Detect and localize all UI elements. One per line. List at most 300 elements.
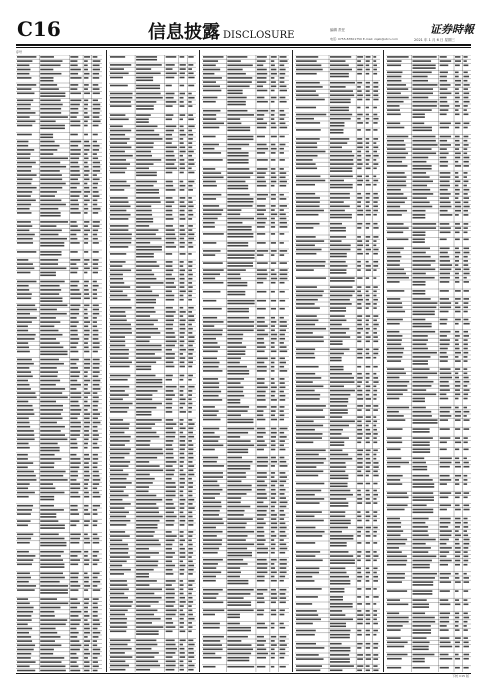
cell-text-texture bbox=[366, 386, 371, 388]
cell-text-texture bbox=[357, 390, 362, 392]
cell-text-texture bbox=[110, 597, 128, 599]
cell-text-texture bbox=[257, 432, 266, 434]
cell-text-texture bbox=[330, 498, 346, 500]
cell-text-texture bbox=[17, 376, 33, 378]
cell-text-texture bbox=[257, 181, 266, 183]
cell-text-texture bbox=[330, 654, 349, 656]
cell-text-texture bbox=[84, 326, 88, 328]
cell-text-texture bbox=[357, 193, 361, 195]
cell-text-texture bbox=[366, 366, 371, 368]
cell-text-texture bbox=[136, 225, 149, 227]
cell-text-texture bbox=[180, 644, 183, 646]
cell-text-texture bbox=[136, 357, 161, 359]
cell-text-texture bbox=[271, 548, 275, 550]
cell-text-texture bbox=[357, 210, 363, 212]
cell-text-texture bbox=[227, 640, 241, 642]
cell-text-texture bbox=[84, 77, 88, 79]
cell-text-texture bbox=[257, 485, 267, 487]
cell-text-texture bbox=[296, 580, 314, 582]
cell-text-texture bbox=[464, 223, 469, 225]
cell-text-texture bbox=[257, 308, 266, 310]
cell-text-texture bbox=[203, 382, 219, 384]
cell-text-texture bbox=[271, 342, 275, 344]
cell-text-texture bbox=[17, 112, 35, 114]
cell-text-texture bbox=[93, 551, 99, 553]
cell-text-texture bbox=[271, 346, 275, 348]
cell-text-texture bbox=[166, 130, 174, 132]
cell-text-texture bbox=[84, 380, 90, 382]
cell-text-texture bbox=[464, 348, 468, 350]
cell-text-texture bbox=[271, 90, 275, 92]
cell-text-texture bbox=[180, 390, 184, 392]
cell-text-texture bbox=[93, 409, 98, 411]
cell-text-texture bbox=[227, 544, 254, 546]
masthead bbox=[0, 0, 484, 44]
cell-text-texture bbox=[366, 531, 370, 533]
cell-text-texture bbox=[227, 653, 251, 655]
cell-text-texture bbox=[271, 602, 276, 604]
cell-text-texture bbox=[17, 422, 30, 424]
cell-text-texture bbox=[373, 394, 376, 396]
cell-text-texture bbox=[110, 130, 131, 132]
cell-text-texture bbox=[70, 204, 79, 206]
cell-text-texture bbox=[180, 535, 184, 537]
cell-text-texture bbox=[180, 114, 186, 116]
cell-text-texture bbox=[70, 619, 80, 621]
cell-text-texture bbox=[17, 289, 29, 291]
cell-text-texture bbox=[17, 121, 35, 123]
cell-text-texture bbox=[180, 428, 186, 430]
cell-text-texture bbox=[257, 262, 268, 264]
cell-text-texture bbox=[227, 60, 241, 62]
cell-text-texture bbox=[180, 311, 186, 313]
cell-text-texture bbox=[387, 449, 401, 451]
cell-text-texture bbox=[136, 206, 151, 208]
cell-text-texture bbox=[166, 407, 172, 409]
cell-text-texture bbox=[180, 470, 184, 472]
cell-text-texture bbox=[93, 104, 101, 106]
cell-text-texture bbox=[180, 181, 184, 183]
cell-text-texture bbox=[257, 97, 264, 99]
cell-text-texture bbox=[413, 581, 434, 583]
cell-text-texture bbox=[227, 222, 242, 224]
cell-text-texture bbox=[357, 277, 362, 279]
cell-text-texture bbox=[455, 381, 460, 383]
cell-text-texture bbox=[180, 238, 185, 240]
cell-text-texture bbox=[17, 666, 30, 668]
cell-text-texture bbox=[180, 512, 184, 514]
cell-text-texture bbox=[387, 577, 405, 579]
cell-text-texture bbox=[330, 630, 350, 632]
cell-text-texture bbox=[180, 295, 184, 297]
cell-text-texture bbox=[366, 390, 371, 392]
cell-text-texture bbox=[84, 422, 90, 424]
cell-text-texture bbox=[70, 293, 81, 295]
cell-text-texture bbox=[188, 644, 194, 646]
cell-text-texture bbox=[203, 177, 224, 179]
bottom-rule bbox=[16, 673, 471, 674]
cell-text-texture bbox=[257, 445, 267, 447]
cell-text-texture bbox=[413, 181, 434, 183]
cell-text-texture bbox=[271, 597, 277, 599]
cell-text-texture bbox=[17, 298, 31, 300]
cell-text-texture bbox=[166, 610, 177, 612]
cell-text-texture bbox=[455, 323, 459, 325]
cell-text-texture bbox=[93, 225, 100, 227]
cell-text-texture bbox=[257, 226, 265, 228]
cell-text-texture bbox=[227, 370, 249, 372]
cell-text-texture bbox=[203, 527, 216, 529]
cell-text-texture bbox=[440, 60, 451, 62]
cell-text-texture bbox=[227, 593, 250, 595]
cell-text-texture bbox=[257, 472, 267, 474]
cell-text-texture bbox=[70, 347, 76, 349]
cell-text-texture bbox=[70, 134, 77, 136]
cell-text-texture bbox=[440, 269, 452, 271]
cell-text-texture bbox=[70, 636, 77, 638]
cell-text-texture bbox=[280, 317, 284, 319]
cell-text-texture bbox=[280, 415, 285, 417]
cell-text-texture bbox=[136, 548, 149, 550]
cell-text-texture bbox=[413, 431, 430, 433]
cell-text-texture bbox=[136, 652, 159, 654]
cell-text-texture bbox=[357, 398, 363, 400]
cell-text-texture bbox=[280, 338, 285, 340]
cell-text-texture bbox=[366, 193, 370, 195]
cell-text-texture bbox=[84, 170, 89, 172]
cell-text-texture bbox=[413, 492, 434, 494]
cell-text-texture bbox=[366, 176, 369, 178]
cell-text-texture bbox=[387, 377, 399, 379]
cell-text-texture bbox=[413, 161, 427, 163]
cell-text-texture bbox=[464, 302, 469, 304]
cell-text-texture bbox=[413, 311, 435, 313]
cell-text-texture bbox=[413, 148, 432, 150]
cell-text-texture bbox=[373, 336, 378, 338]
cell-text-texture bbox=[296, 65, 321, 67]
cell-text-texture bbox=[330, 494, 353, 496]
cell-text-texture bbox=[110, 134, 125, 136]
cell-text-texture bbox=[17, 268, 34, 270]
cell-text-texture bbox=[93, 293, 97, 295]
cell-text-texture bbox=[40, 413, 61, 415]
cell-text-texture bbox=[84, 367, 90, 369]
cell-text-texture bbox=[180, 278, 185, 280]
cell-text-texture bbox=[136, 121, 149, 123]
cell-text-texture bbox=[330, 551, 348, 553]
cell-text-texture bbox=[180, 357, 186, 359]
cell-text-texture bbox=[203, 481, 217, 483]
cell-text-texture bbox=[373, 588, 376, 590]
cell-text-texture bbox=[180, 362, 185, 364]
cell-text-texture bbox=[227, 493, 246, 495]
cell-text-texture bbox=[93, 334, 99, 336]
cell-text-texture bbox=[203, 406, 215, 408]
cell-text-texture bbox=[188, 77, 194, 79]
cell-text-texture bbox=[110, 470, 123, 472]
cell-text-texture bbox=[40, 458, 61, 460]
cell-text-texture bbox=[40, 422, 57, 424]
cell-text-texture bbox=[188, 535, 192, 537]
cell-text-texture bbox=[17, 564, 32, 566]
cell-text-texture bbox=[84, 212, 87, 214]
cell-text-texture bbox=[366, 90, 370, 92]
cell-text-texture bbox=[464, 415, 467, 417]
cell-text-texture bbox=[330, 538, 353, 540]
cell-text-texture bbox=[413, 606, 430, 608]
cell-text-texture bbox=[413, 613, 426, 615]
cell-text-texture bbox=[166, 495, 176, 497]
cell-text-texture bbox=[464, 105, 468, 107]
cell-text-texture bbox=[373, 658, 378, 660]
cell-text-texture bbox=[166, 661, 176, 663]
cell-text-texture bbox=[280, 127, 288, 129]
cell-text-texture bbox=[440, 76, 447, 78]
cell-text-texture bbox=[227, 205, 252, 207]
cell-text-texture bbox=[203, 415, 217, 417]
cell-text-texture bbox=[330, 658, 350, 660]
cell-text-texture bbox=[387, 530, 403, 532]
cell-text-texture bbox=[464, 497, 468, 499]
cell-text-texture bbox=[17, 371, 31, 373]
cell-text-texture bbox=[440, 551, 449, 553]
cell-text-texture bbox=[166, 478, 172, 480]
cell-text-texture bbox=[70, 392, 81, 394]
cell-text-texture bbox=[166, 544, 173, 546]
cell-text-texture bbox=[93, 397, 99, 399]
cell-text-texture bbox=[330, 76, 349, 78]
cell-text-texture bbox=[110, 181, 126, 183]
cell-text-texture bbox=[227, 527, 245, 529]
cell-text-texture bbox=[180, 399, 186, 401]
cell-text-texture bbox=[180, 56, 185, 58]
cell-text-texture bbox=[366, 168, 371, 170]
cell-text-texture bbox=[40, 354, 67, 356]
cell-text-texture bbox=[280, 342, 284, 344]
cell-text-texture bbox=[93, 268, 99, 270]
cell-text-texture bbox=[136, 256, 154, 258]
cell-text-texture bbox=[188, 210, 192, 212]
cell-text-texture bbox=[70, 212, 80, 214]
cell-text-texture bbox=[413, 281, 426, 283]
cell-text-texture bbox=[455, 415, 461, 417]
cell-text-texture bbox=[330, 280, 355, 282]
cell-text-texture bbox=[17, 104, 31, 106]
cell-text-texture bbox=[366, 60, 370, 62]
cell-text-texture bbox=[180, 101, 184, 103]
cell-text-texture bbox=[440, 518, 451, 520]
cell-text-texture bbox=[296, 206, 320, 208]
cell-text-texture bbox=[166, 210, 173, 212]
cell-text-texture bbox=[110, 77, 123, 79]
cell-text-texture bbox=[166, 353, 175, 355]
cell-text-texture bbox=[366, 454, 370, 456]
cell-text-texture bbox=[330, 505, 348, 507]
cell-text-texture bbox=[387, 564, 406, 566]
cell-text-texture bbox=[464, 127, 468, 129]
cell-text-texture bbox=[166, 540, 175, 542]
cell-text-texture bbox=[188, 556, 191, 558]
cell-text-texture bbox=[357, 437, 362, 439]
cell-text-texture bbox=[166, 390, 174, 392]
cell-text-texture bbox=[373, 155, 378, 157]
cell-text-texture bbox=[227, 311, 249, 313]
cell-text-texture bbox=[440, 547, 452, 549]
cell-text-texture bbox=[280, 436, 287, 438]
cell-text-texture bbox=[366, 614, 371, 616]
cell-text-texture bbox=[84, 611, 88, 613]
cell-text-texture bbox=[180, 589, 184, 591]
cell-text-texture bbox=[455, 223, 460, 225]
cell-text-texture bbox=[17, 619, 32, 621]
cell-text-texture bbox=[166, 332, 175, 334]
cell-text-texture bbox=[464, 642, 469, 644]
cell-text-texture bbox=[413, 451, 431, 453]
cell-text-texture bbox=[136, 414, 151, 416]
cell-text-texture bbox=[257, 282, 263, 284]
cell-text-texture bbox=[70, 108, 78, 110]
cell-text-texture bbox=[330, 86, 346, 88]
cell-text-texture bbox=[271, 476, 275, 478]
cell-text-texture bbox=[296, 286, 317, 288]
cell-text-texture bbox=[84, 555, 88, 557]
cell-text-texture bbox=[40, 77, 53, 79]
cell-text-texture bbox=[366, 542, 370, 544]
cell-text-texture bbox=[257, 597, 264, 599]
cell-text-texture bbox=[413, 499, 434, 501]
cell-text-texture bbox=[280, 77, 285, 79]
cell-text-texture bbox=[110, 225, 128, 227]
cell-text-texture bbox=[464, 239, 469, 241]
cell-text-texture bbox=[357, 535, 361, 537]
cell-text-texture bbox=[464, 352, 469, 354]
cell-text-texture bbox=[373, 201, 377, 203]
cell-text-texture bbox=[366, 630, 370, 632]
cell-text-texture bbox=[110, 73, 129, 75]
cell-text-texture bbox=[188, 565, 194, 567]
cell-text-texture bbox=[366, 253, 369, 255]
cell-text-texture bbox=[110, 556, 130, 558]
cell-text-texture bbox=[330, 381, 354, 383]
cell-text-texture bbox=[136, 185, 153, 187]
cell-text-texture bbox=[70, 475, 78, 477]
cell-text-texture bbox=[203, 159, 223, 161]
cell-text-texture bbox=[227, 602, 251, 604]
cell-text-texture bbox=[188, 461, 192, 463]
cell-text-texture bbox=[136, 238, 161, 240]
cell-text-texture bbox=[203, 644, 222, 646]
cell-text-texture bbox=[280, 440, 285, 442]
cell-text-texture bbox=[70, 454, 76, 456]
cell-text-texture bbox=[387, 551, 402, 553]
cell-text-texture bbox=[188, 265, 192, 267]
cell-text-texture bbox=[188, 320, 194, 322]
cell-text-texture bbox=[373, 299, 378, 301]
cell-text-texture bbox=[180, 486, 184, 488]
cell-text-texture bbox=[166, 516, 177, 518]
cell-text-texture bbox=[357, 630, 361, 632]
cell-text-texture bbox=[413, 518, 429, 520]
cell-text-texture bbox=[440, 479, 452, 481]
cell-text-texture bbox=[280, 531, 286, 533]
cell-text-texture bbox=[70, 555, 77, 557]
cell-text-texture bbox=[413, 551, 429, 553]
cell-text-texture bbox=[357, 245, 363, 247]
cell-text-texture bbox=[330, 230, 346, 232]
cell-text-texture bbox=[203, 666, 215, 668]
cell-text-texture bbox=[70, 145, 78, 147]
cell-text-texture bbox=[330, 670, 342, 672]
cell-text-texture bbox=[180, 516, 186, 518]
cell-text-texture bbox=[40, 212, 60, 214]
cell-text-texture bbox=[227, 373, 249, 375]
cell-text-texture bbox=[110, 291, 123, 293]
cell-text-texture bbox=[110, 282, 124, 284]
cell-text-texture bbox=[188, 453, 193, 455]
cell-text-texture bbox=[373, 69, 377, 71]
cell-text-texture bbox=[373, 210, 378, 212]
cell-text-texture bbox=[296, 107, 316, 109]
cell-text-texture bbox=[180, 97, 184, 99]
cell-text-texture bbox=[357, 82, 362, 84]
cell-text-texture bbox=[40, 619, 67, 621]
cell-text-texture bbox=[70, 268, 78, 270]
cell-text-texture bbox=[203, 308, 222, 310]
cell-text-texture bbox=[93, 204, 98, 206]
cell-text-texture bbox=[227, 254, 254, 256]
cell-text-texture bbox=[387, 273, 406, 275]
cell-text-texture bbox=[93, 134, 98, 136]
cell-text-texture bbox=[357, 462, 362, 464]
cell-text-texture bbox=[464, 526, 469, 528]
cell-text-texture bbox=[188, 225, 193, 227]
cell-text-texture bbox=[271, 351, 277, 353]
cell-text-texture bbox=[357, 214, 363, 216]
cell-text-texture bbox=[413, 65, 436, 67]
cell-text-texture bbox=[280, 262, 287, 264]
cell-text-texture bbox=[17, 624, 28, 626]
cell-text-texture bbox=[93, 73, 99, 75]
cell-text-texture bbox=[330, 606, 353, 608]
cell-text-texture bbox=[188, 119, 194, 121]
cell-text-texture bbox=[166, 142, 172, 144]
cell-text-texture bbox=[188, 618, 194, 620]
cell-text-texture bbox=[17, 174, 37, 176]
cell-text-texture bbox=[455, 88, 459, 90]
cell-text-texture bbox=[357, 114, 362, 116]
date-line: 2021 年 1 月 6 日 星期三 bbox=[414, 38, 456, 42]
cell-text-texture bbox=[166, 105, 173, 107]
cell-text-texture bbox=[180, 453, 185, 455]
cell-text-texture bbox=[271, 415, 275, 417]
cell-text-texture bbox=[227, 589, 253, 591]
cell-text-texture bbox=[70, 388, 76, 390]
cell-text-texture bbox=[387, 389, 407, 391]
cell-text-texture bbox=[373, 107, 377, 109]
cell-text-texture bbox=[84, 551, 88, 553]
cell-text-texture bbox=[330, 523, 351, 525]
cell-text-texture bbox=[296, 555, 315, 557]
cell-text-texture bbox=[136, 332, 160, 334]
cell-text-texture bbox=[357, 107, 360, 109]
cell-text-texture bbox=[166, 270, 174, 272]
cell-text-texture bbox=[366, 437, 370, 439]
cell-text-texture bbox=[70, 653, 76, 655]
cell-text-texture bbox=[280, 623, 284, 625]
cell-text-texture bbox=[166, 315, 174, 317]
cell-text-texture bbox=[271, 610, 276, 612]
cell-text-texture bbox=[387, 153, 408, 155]
